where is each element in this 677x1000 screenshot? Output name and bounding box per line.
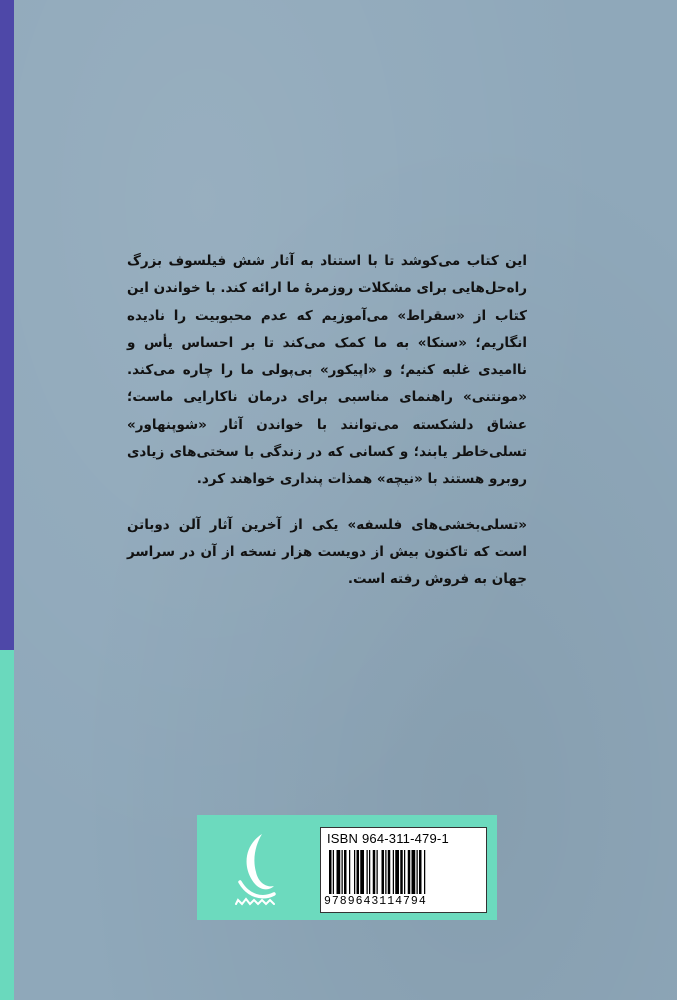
barcode-bar xyxy=(344,850,347,894)
publisher-logo-icon xyxy=(228,830,284,912)
barcode-bar xyxy=(369,850,370,894)
barcode-bar xyxy=(393,850,394,894)
barcode-bar xyxy=(408,850,411,894)
blurb-text xyxy=(127,248,527,594)
barcode-number: 9789643114794 xyxy=(324,895,427,908)
barcode-bar xyxy=(382,850,385,894)
barcode-bar xyxy=(329,850,332,894)
barcode-bar xyxy=(342,850,343,894)
spine-edge-bottom xyxy=(0,650,14,1000)
barcode-bar xyxy=(373,850,376,894)
blurb-paragraph-1: این کتاب می‌کوشد تا با استناد به آثار شش فیلسوف بزرگ راه‌حل‌هایی برای مشکلات روزمرهٔ ما ارائه کند. با خواندن این کتاب از «سقراط» می‌آموزیم که عدم محبوبیت را نادیده انگاریم؛ «سنکا» به ما کمک می‌کند تا بر احساس یأس و ناامیدی غلبه کنیم؛ و «اپیکور» بی‌پولی ما را چاره می‌کند. «مونتنی» راهنمای مناسبی برای درمان ناکارایی ماست؛ عشاق دلشکسته می‌توانند با خواندن آثار «شوپنهاور» تسلی‌خاطر یابند؛ و کسانی که در زندگی با سختی‌های زیادی روبرو هستند با «نیچه» همذات پنداری خواهند کرد. xyxy=(127,253,527,488)
barcode-bar xyxy=(417,850,418,894)
barcode-bar xyxy=(385,850,386,894)
barcode-bar xyxy=(388,850,391,894)
barcode-bar xyxy=(400,850,403,894)
barcode-bar xyxy=(349,850,350,894)
barcode-bar xyxy=(412,850,416,894)
isbn-label: ISBN 964-311-479-1 xyxy=(327,831,449,846)
blurb-paragraph-2: «تسلی‌بخشی‌های فلسفه» یکی از آخرین آثار آلن دوباتن است که تاکنون بیش از دویست هزار نسخه از آن در سراسر جهان به فروش رفته است. xyxy=(127,516,527,588)
barcode-bar xyxy=(377,850,378,894)
barcode-bar xyxy=(354,850,355,894)
barcode-bar xyxy=(333,850,334,894)
barcode-bars xyxy=(329,850,479,894)
barcode-bar xyxy=(404,850,405,894)
barcode-bar xyxy=(424,850,425,894)
barcode-bar xyxy=(360,850,364,894)
barcode-bar xyxy=(395,850,399,894)
barcode-bar xyxy=(357,850,360,894)
barcode-box xyxy=(320,827,487,913)
spine-edge-top xyxy=(0,0,14,650)
barcode-bar xyxy=(337,850,341,894)
barcode-bar xyxy=(367,850,368,894)
barcode-bar xyxy=(419,850,422,894)
